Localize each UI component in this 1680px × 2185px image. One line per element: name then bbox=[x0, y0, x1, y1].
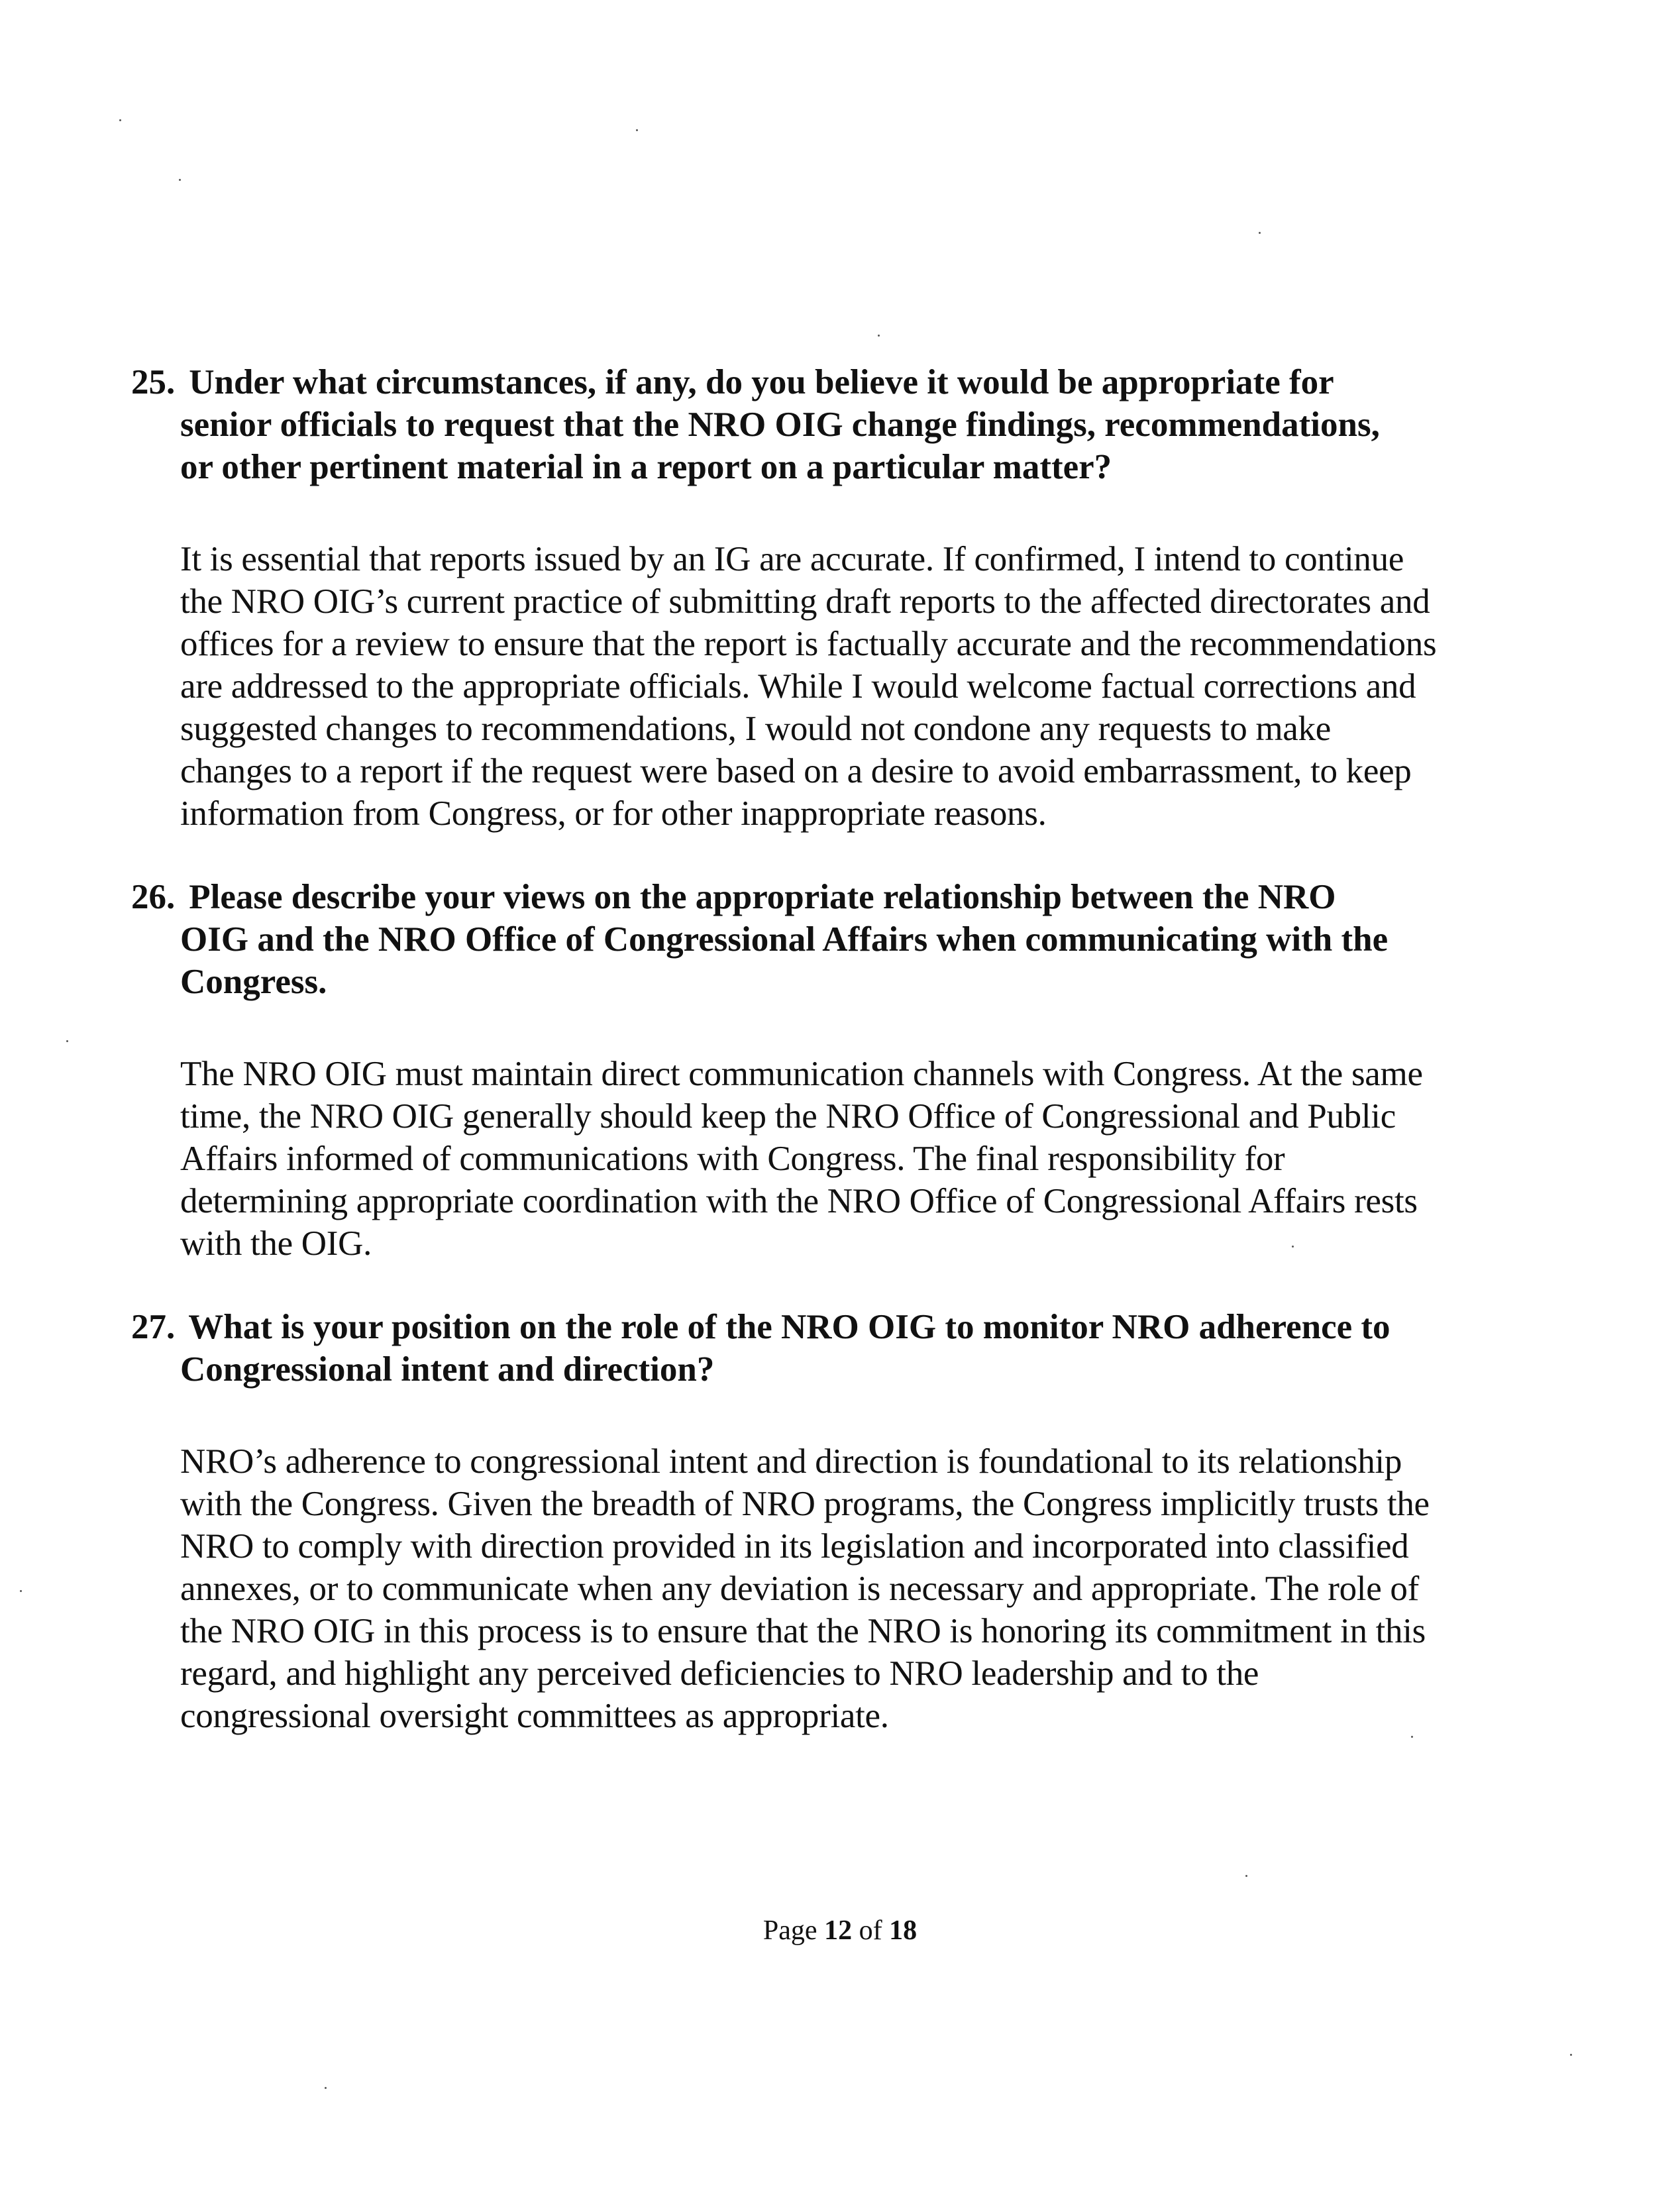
qa-section-25 bbox=[131, 361, 1525, 835]
document-body bbox=[131, 361, 1525, 1737]
answer-text-line: the NRO OIG’s current practice of submitting draft reports to the affected directorates and bbox=[180, 582, 1430, 621]
answer-text-line: annexes, or to communicate when any deviation is necessary and appropriate. The role of bbox=[180, 1570, 1419, 1608]
total-pages-number: 18 bbox=[889, 1915, 918, 1946]
question-27: 27. What is your position on the role of the NRO OIG to monitor NRO adherence to Congressional intent and direction? bbox=[180, 1306, 1525, 1391]
answer-text-line: It is essential that reports issued by an IG are accurate. If confirmed, I intend to continue bbox=[180, 540, 1404, 578]
answer-27 bbox=[180, 1440, 1525, 1737]
question-26: 26. Please describe your views on the appropriate relationship between the NRO OIG and the NRO Office of Congressional Affairs when communicating with the Congress. bbox=[180, 876, 1525, 1003]
question-25: 25. Under what circumstances, if any, do you believe it would be appropriate for senior officials to request that the NRO OIG change findings, recommendations, or other pertinent material in a report on a particular matter? bbox=[180, 361, 1525, 488]
question-text-line: Congressional intent and direction? bbox=[180, 1350, 715, 1389]
answer-text-line: information from Congress, or for other inappropriate reasons. bbox=[180, 794, 1047, 833]
scan-speck bbox=[325, 2087, 327, 2089]
question-text-line: Please describe your views on the appropriate relationship between the NRO bbox=[180, 878, 1336, 916]
page-word: Page bbox=[762, 1915, 817, 1946]
answer-text-line: changes to a report if the request were based on a desire to avoid embarrassment, to keep bbox=[180, 752, 1412, 790]
qa-section-26 bbox=[131, 876, 1525, 1265]
answer-text-line: are addressed to the appropriate officials. While I would welcome factual corrections and bbox=[180, 667, 1416, 706]
question-text-line: Under what circumstances, if any, do you believe it would be appropriate for bbox=[189, 363, 1334, 401]
answer-text-line: time, the NRO OIG generally should keep the NRO Office of Congressional and Public bbox=[180, 1097, 1396, 1136]
scan-speck bbox=[119, 119, 121, 121]
page-number-footer bbox=[0, 1915, 1680, 1946]
answer-text-line: the NRO OIG in this process is to ensure that the NRO is honoring its commitment in this bbox=[180, 1612, 1426, 1650]
qa-section-27 bbox=[131, 1306, 1525, 1737]
scan-speck bbox=[20, 1590, 22, 1592]
answer-25 bbox=[180, 538, 1525, 835]
answer-text-line: congressional oversight committees as appropriate. bbox=[180, 1697, 889, 1735]
answer-text-line: determining appropriate coordination with the NRO Office of Congressional Affairs rests bbox=[180, 1182, 1418, 1220]
scan-speck bbox=[636, 129, 638, 131]
of-word: of bbox=[859, 1915, 882, 1946]
answer-26 bbox=[180, 1053, 1525, 1265]
question-text-line: senior officials to request that the NRO OIG change findings, recommendations, bbox=[180, 405, 1380, 444]
answer-text-line: offices for a review to ensure that the report is factually accurate and the recommendations bbox=[180, 625, 1437, 663]
scan-speck bbox=[179, 179, 181, 181]
scan-speck bbox=[1245, 1875, 1247, 1877]
scan-speck bbox=[878, 335, 880, 337]
scan-speck bbox=[66, 1040, 68, 1042]
question-text-line: OIG and the NRO Office of Congressional Affairs when communicating with the bbox=[180, 920, 1389, 959]
answer-text-line: with the OIG. bbox=[180, 1224, 372, 1263]
answer-text-line: regard, and highlight any perceived deficiencies to NRO leadership and to the bbox=[180, 1654, 1259, 1693]
answer-text-line: with the Congress. Given the breadth of NRO programs, the Congress implicitly trusts the bbox=[180, 1485, 1430, 1523]
current-page-number: 12 bbox=[824, 1915, 853, 1946]
answer-text-line: Affairs informed of communications with Congress. The final responsibility for bbox=[180, 1140, 1285, 1178]
question-text-line: Congress. bbox=[180, 963, 327, 1001]
answer-text-line: suggested changes to recommendations, I would not condone any requests to make bbox=[180, 710, 1331, 748]
question-text-line: or other pertinent material in a report on a particular matter? bbox=[180, 448, 1112, 486]
question-text-line: What is your position on the role of the NRO OIG to monitor NRO adherence to bbox=[180, 1308, 1391, 1346]
scan-speck bbox=[1570, 2054, 1572, 2056]
answer-text-line: NRO’s adherence to congressional intent and direction is foundational to its relationship bbox=[180, 1442, 1402, 1481]
scan-speck bbox=[1259, 232, 1261, 234]
answer-text-line: The NRO OIG must maintain direct communication channels with Congress. At the same bbox=[180, 1055, 1423, 1093]
answer-text-line: NRO to comply with direction provided in its legislation and incorporated into classified bbox=[180, 1527, 1409, 1566]
